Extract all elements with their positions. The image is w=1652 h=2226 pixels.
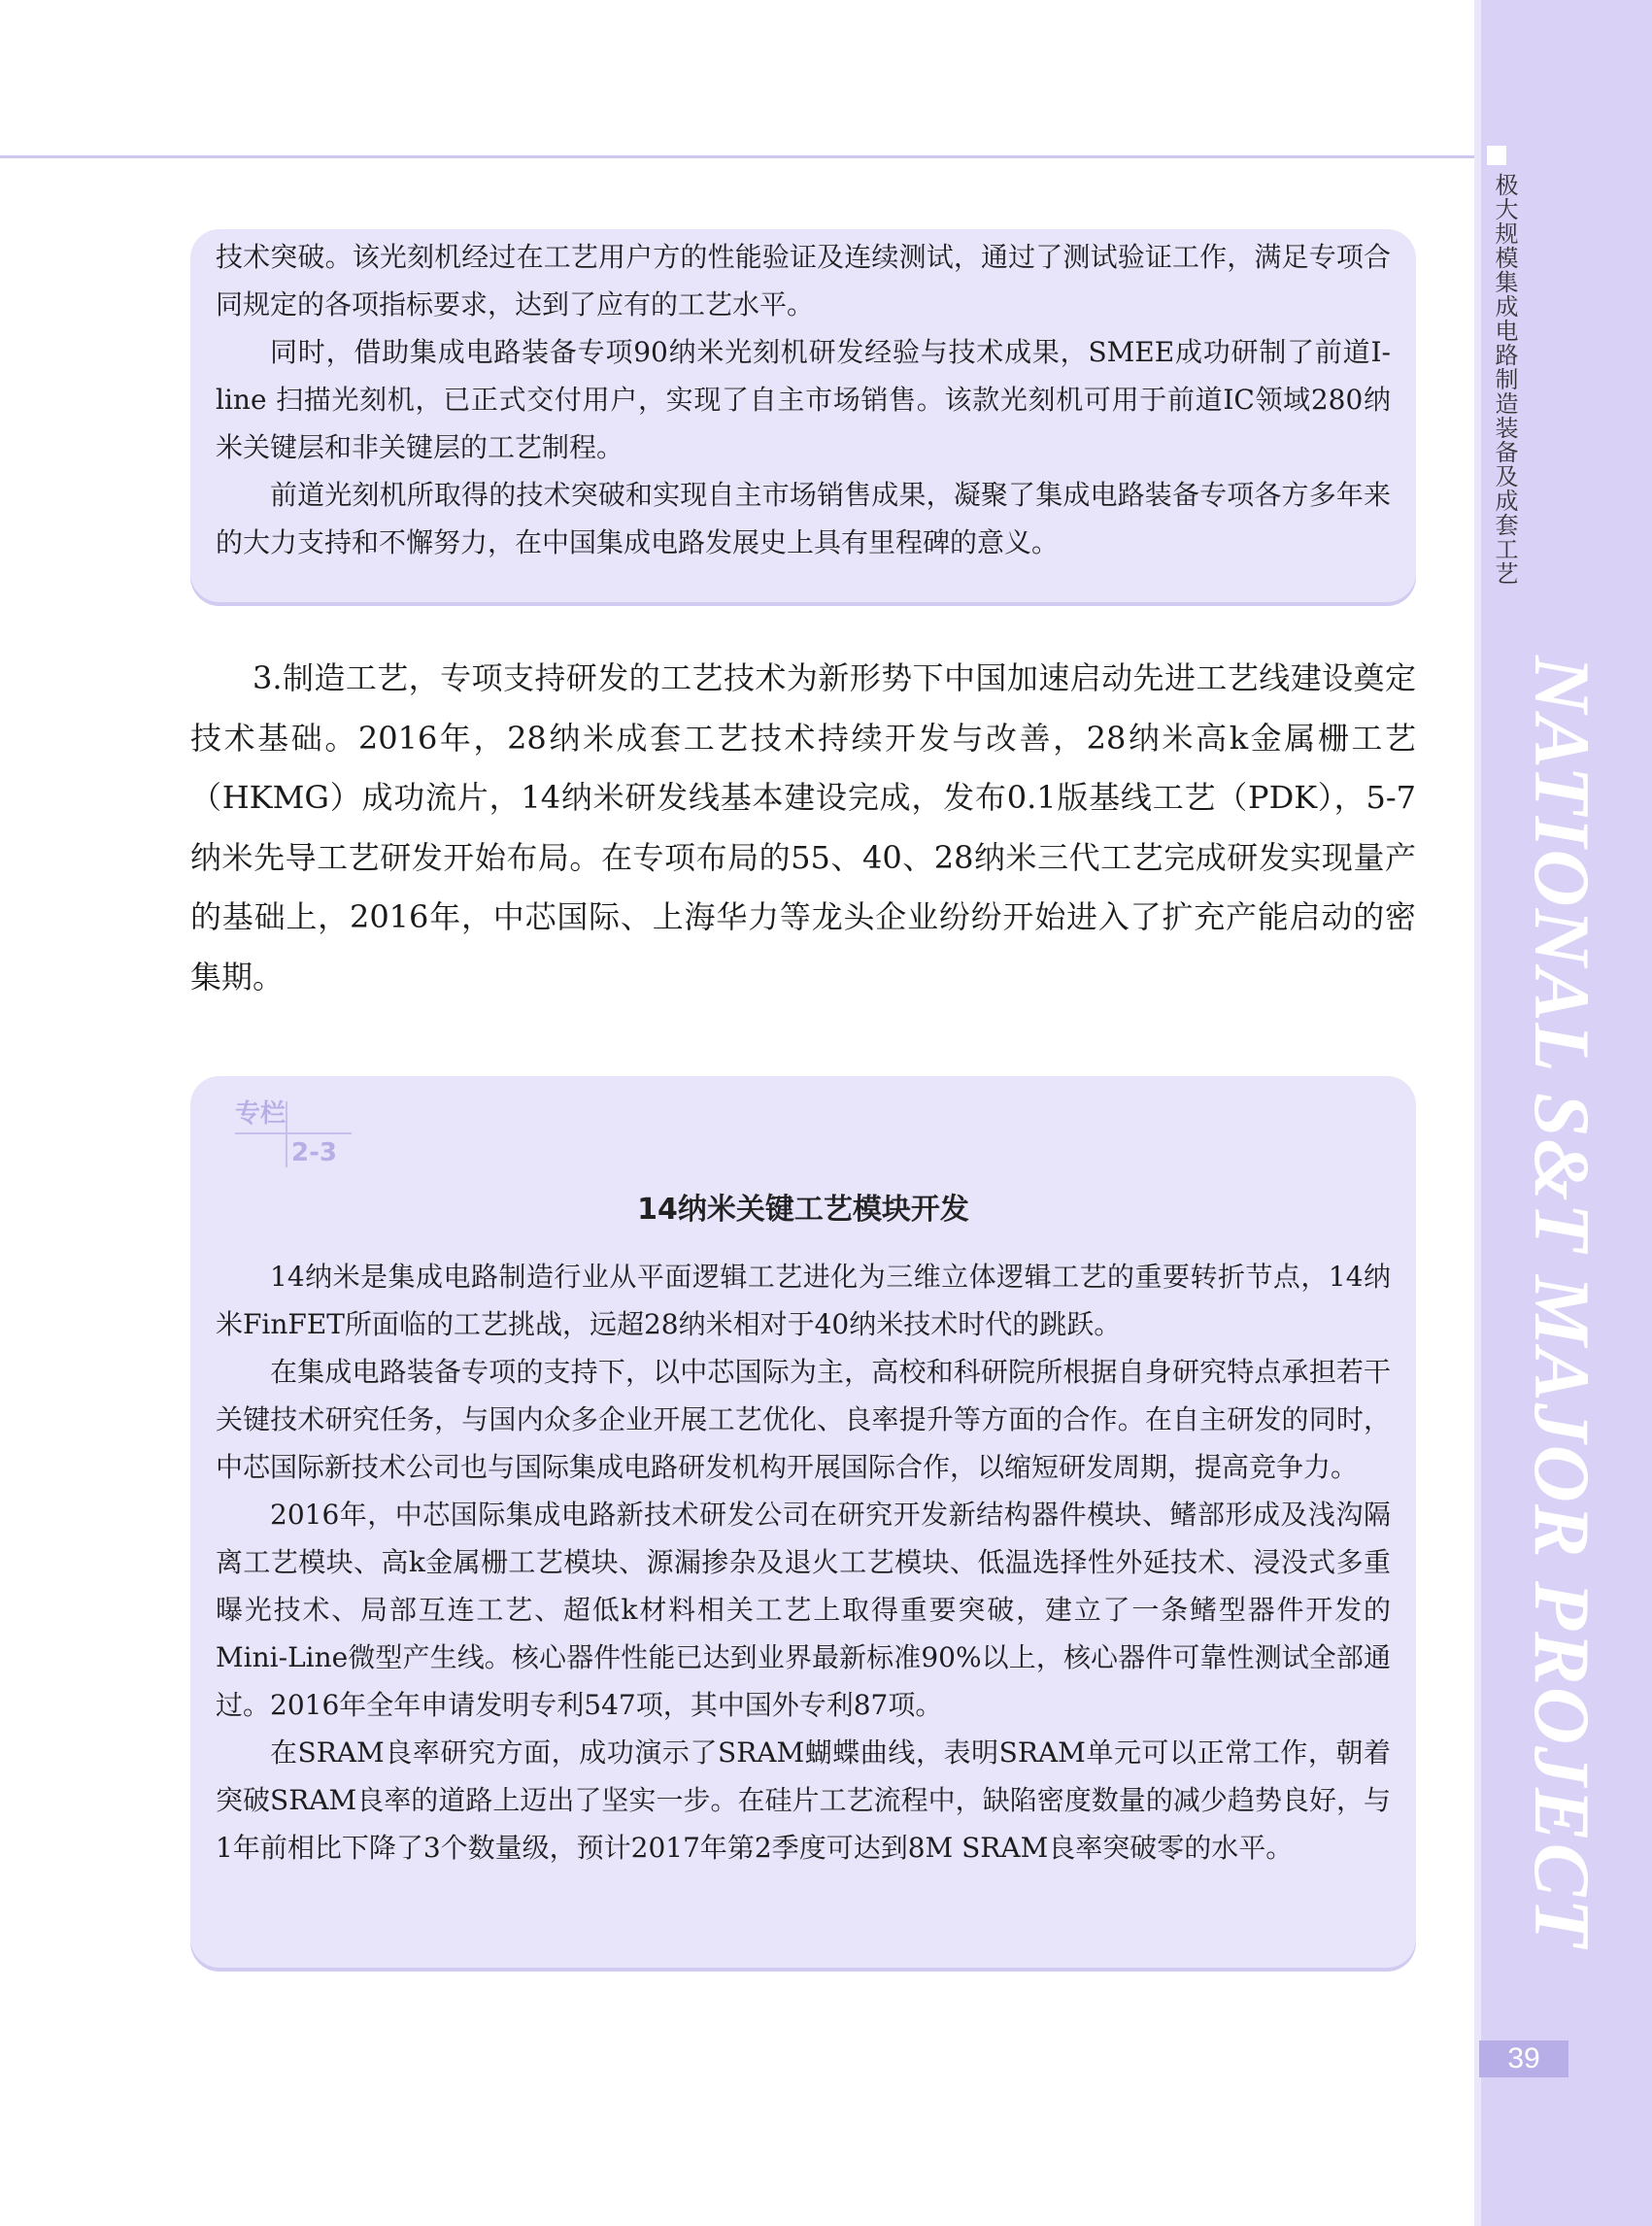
column-paragraph: 在集成电路装备专项的支持下，以中芯国际为主，高校和科研院所根据自身研究特点承担若干关键技术研究任务，与国内众多企业开展工艺优化、良率提升等方面的合作。在自主研发的同时，中芯国际新技术公司也与国际集成电路研发机构开展国际合作，以缩短研发周期，提高竞争力。 — [216, 1356, 1391, 1483]
column-paragraph: 在SRAM良率研究方面，成功演示了SRAM蝴蝶曲线，表明SRAM单元可以正常工作，朝着突破SRAM良率的道路上迈出了坚实一步。在硅片工艺流程中，缺陷密度数量的减少趋势良好，与1年前相比下降了3个数量级，预计2017年第2季度可达到8M SRAM良率突破零的水平。 — [216, 1737, 1391, 1864]
column-label-number: 2-3 — [291, 1138, 337, 1167]
english-title-vertical: NATIONAL S&T MAJOR PROJECT — [1518, 656, 1606, 1949]
sidebar-edge — [1474, 0, 1481, 2226]
top-box-paragraph: 前道光刻机所取得的技术突破和实现自主市场销售成果，凝聚了集成电路装备专项各方多年来的大力支持和不懈努力，在中国集成电路发展史上具有里程碑的意义。 — [216, 479, 1391, 558]
column-paragraph: 2016年，中芯国际集成电路新技术研发公司在研究开发新结构器件模块、鳍部形成及浅沟隔离工艺模块、高k金属栅工艺模块、源漏掺杂及退火工艺模块、低温选择性外延技术、浸没式多重曝光技术、局部互连工艺、超低k材料相关工艺上取得重要突破，建立了一条鳍型器件开发的Mini-Line微型产生线。核心器件性能已达到业界最新标准90%以上，核心器件可靠性测试全部通过。2016年全年申请发明专利547项，其中国外专利87项。 — [216, 1499, 1391, 1721]
header-rule — [0, 155, 1481, 158]
top-box-paragraph: 技术突破。该光刻机经过在工艺用户方的性能验证及连续测试，通过了测试验证工作，满足专项合同规定的各项指标要求，达到了应有的工艺水平。 — [216, 241, 1391, 320]
top-shaded-box — [190, 229, 1416, 602]
page-number: 39 — [1479, 2040, 1568, 2077]
column-title: 14纳米关键工艺模块开发 — [637, 1193, 969, 1227]
body-paragraph: 3.制造工艺，专项支持研发的工艺技术为新形势下中国加速启动先进工艺线建设奠定技术基础。2016年，28纳米成套工艺技术持续开发与改善，28纳米高k金属栅工艺（HKMG）成功流片，14纳米研发线基本建设完成，发布0.1版基线工艺（PDK），5-7纳米先导工艺研发开始布局。在专项布局的55、40、28纳米三代工艺完成研发实现量产的基础上，2016年，中芯国际、上海华力等龙头企业纷纷开始进入了扩充产能启动的密集期。 — [190, 659, 1416, 995]
column-label — [235, 1094, 352, 1181]
column-paragraph: 14纳米是集成电路制造行业从平面逻辑工艺进化为三维立体逻辑工艺的重要转折节点，14纳米FinFET所面临的工艺挑战，远超28纳米相对于40纳米技术时代的跳跃。 — [216, 1261, 1391, 1340]
sidebar-marker — [1487, 146, 1506, 165]
book-title-vertical: 极大规模集成电路制造装备及成套工艺 — [1491, 173, 1518, 586]
column-label-divider — [286, 1101, 287, 1167]
column-box — [190, 1076, 1416, 1968]
top-box-paragraph: 同时，借助集成电路装备专项90纳米光刻机研发经验与技术成果，SMEE成功研制了前道I-line 扫描光刻机，已正式交付用户，实现了自主市场销售。该款光刻机可用于前道IC领域280纳米关键层和非关键层的工艺制程。 — [216, 336, 1391, 463]
column-label-text: 专栏 — [235, 1099, 287, 1129]
column-label-rule — [235, 1132, 352, 1134]
